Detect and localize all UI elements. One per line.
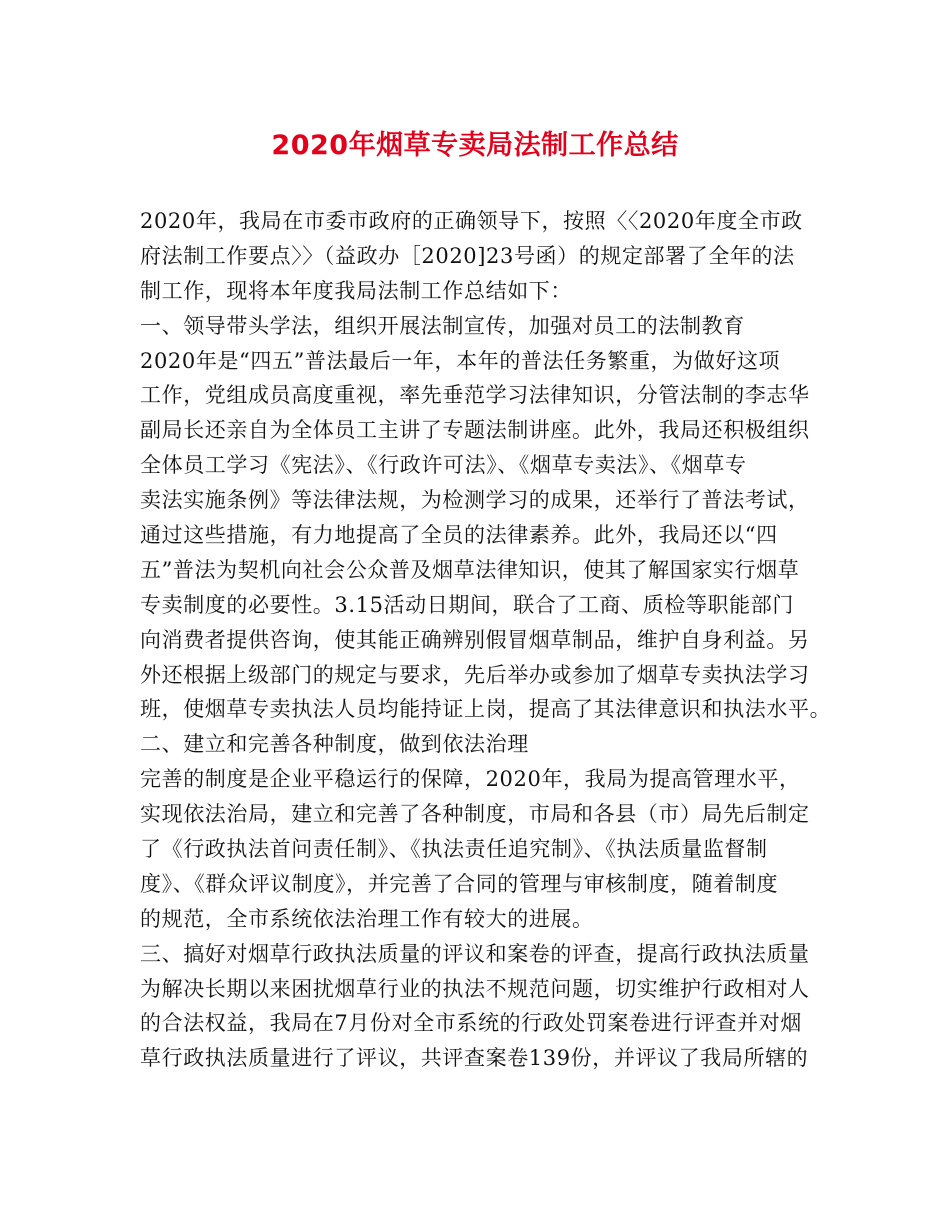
text-line: 副局长还亲自为全体员工主讲了专题法制讲座。此外，我局还积极组织 [140,418,810,443]
text-line: 制工作，现将本年度我局法制工作总结如下： [140,278,572,303]
section-heading: 一、领导带头学法，组织开展法制宣传，加强对员工的法制教育 [140,313,745,338]
text-line: 实现依法治局，建立和完善了各种制度，市局和各县（市）局先后制定 [140,802,810,827]
text-line: 2020年是“四五”普法最后一年，本年的普法任务繁重，为做好这项 [140,348,781,373]
text-line: 2020年，我局在市委市政府的正确领导下，按照〈〈2020年度全市政 [140,209,803,233]
text-line: 通过这些措施，有力地提高了全员的法律素养。此外，我局还以“四 [140,523,778,548]
text-line: 了《行政执法首问责任制》、《执法责任追究制》、《执法质量监督制 [140,837,768,862]
document-title: 2020年烟草专卖局法制工作总结 [271,130,679,161]
text-line: 卖法实施条例》等法律法规，为检测学习的成果，还举行了普法考试， [140,488,810,513]
section-heading: 二、建立和完善各种制度，做到依法治理 [140,732,529,757]
text-line: 度》、《群众评议制度》，并完善了合同的管理与审核制度，随着制度 [140,871,779,896]
text-line: 专卖制度的必要性。3.15活动日期间，联合了工商、质检等职能部门 [140,592,794,617]
text-line: 为解决长期以来困扰烟草行业的执法不规范问题，切实维护行政相对人 [140,976,810,1001]
text-line: 工作，党组成员高度重视，率先垂范学习法律知识，分管法制的李志华 [140,383,810,408]
text-line: 班，使烟草专卖执法人员均能持证上岗，提高了其法律意识和执法水平。 [140,697,832,722]
text-line: 的合法权益，我局在7月份对全市系统的行政处罚案卷进行评查并对烟 [140,1011,802,1036]
text-line: 五”普法为契机向社会公众普及烟草法律知识，使其了解国家实行烟草 [140,557,800,582]
text-line: 草行政执法质量进行了评议，共评查案卷139份，并评议了我局所辖的 [140,1046,809,1071]
document-body [140,204,830,1076]
text-line: 的规范，全市系统依法治理工作有较大的进展。 [140,906,594,931]
text-line: 全体员工学习《宪法》、《行政许可法》、《烟草专卖法》、《烟草专 [140,453,747,478]
text-line: 外还根据上级部门的规定与要求，先后举办或参加了烟草专卖执法学习 [140,662,810,687]
text-line: 向消费者提供咨询，使其能正确辨别假冒烟草制品，维护自身利益。另 [140,627,810,652]
text-line: 完善的制度是企业平稳运行的保障，2020年，我局为提高管理水平， [140,767,801,792]
text-line: 府法制工作要点〉〉（益政办［2020]23号函）的规定部署了全年的法 [140,243,795,268]
section-heading: 三、搞好对烟草行政执法质量的评议和案卷的评查，提高行政执法质量 [140,941,810,966]
